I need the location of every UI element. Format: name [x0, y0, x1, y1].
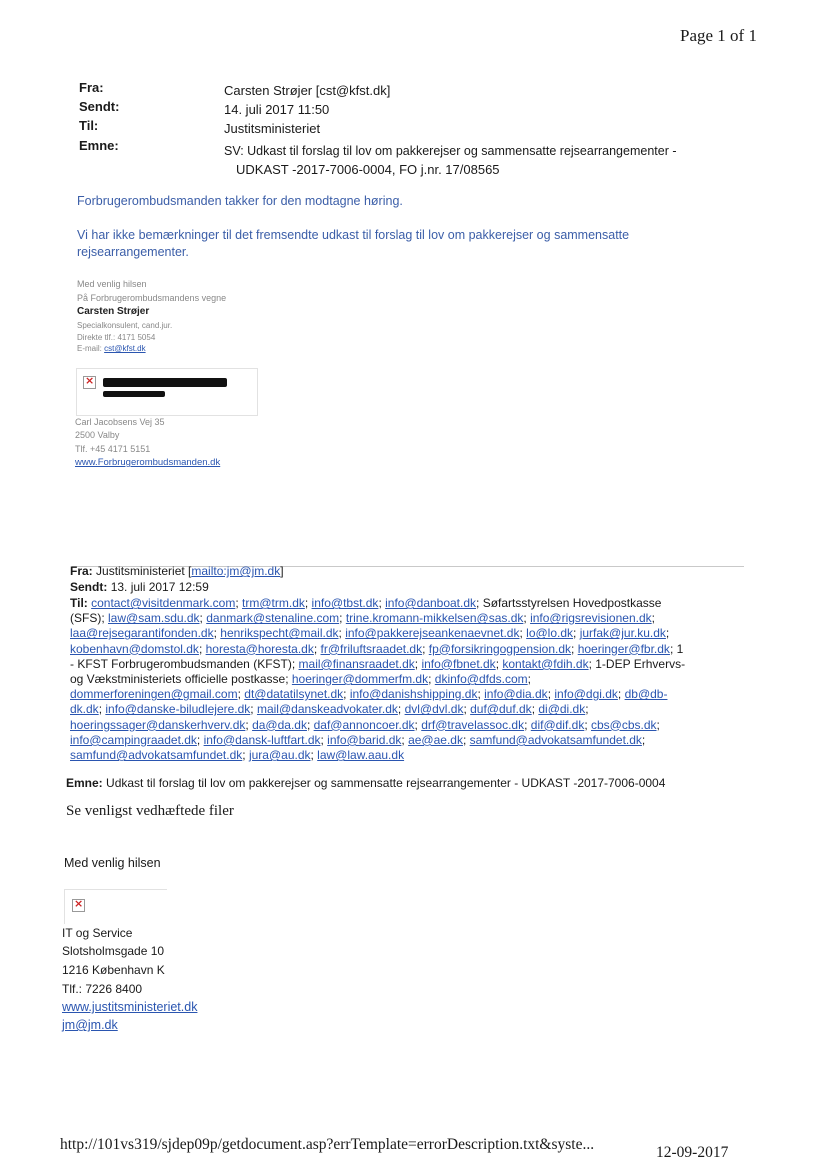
recipient-text: ;: [313, 641, 321, 656]
recipient-text: ;: [304, 596, 312, 610]
recipient-text: ;: [428, 672, 435, 687]
recipient-email-link[interactable]: info@pakkerejseankenaevnet.dk: [345, 626, 520, 641]
sig-address-city: 2500 Valby: [75, 430, 120, 440]
recipient-line: [70, 718, 750, 733]
fwd-greeting: Med venlig hilsen: [64, 856, 161, 870]
recipient-text: ;: [237, 687, 245, 702]
fwd-from-label: Fra:: [70, 564, 93, 578]
redaction-bar: [103, 391, 165, 397]
to-label: Til:: [79, 118, 99, 133]
recipient-email-link[interactable]: info@danishshipping.dk: [349, 687, 478, 702]
recipient-text: ;: [524, 717, 531, 732]
recipient-email-link[interactable]: jura@au.dk: [248, 748, 311, 763]
recipient-email-link[interactable]: samfund@advokatsamfundet.dk: [70, 748, 243, 763]
recipient-email-link[interactable]: db@db-: [624, 687, 668, 702]
body-paragraph-2-line1: Vi har ikke bemærkninger til det fremsendte udkast til forslag til lov om pakkerejser og sammensatte: [77, 228, 630, 242]
recipient-text: ;: [378, 596, 386, 610]
recipient-email-link[interactable]: danmark@stenaline.com: [206, 611, 340, 626]
from-value: Carsten Strøjer [cst@kfst.dk]: [224, 83, 391, 98]
recipient-text: ;: [573, 626, 580, 641]
sig-title: Specialkonsulent, cand.jur.: [77, 321, 173, 330]
sig-email-label: E-mail:: [77, 344, 105, 353]
recipient-text: ;: [245, 717, 253, 732]
recipient-text: ;: [320, 732, 328, 747]
recipient-email-link[interactable]: samfund@advokatsamfundet.dk: [469, 732, 642, 747]
fwd-subject-label: Emne:: [66, 776, 103, 790]
recipient-line: [70, 657, 750, 672]
recipient-email-link[interactable]: dk.dk: [70, 702, 99, 717]
recipient-text: ;: [585, 702, 589, 717]
recipient-email-link[interactable]: di@di.dk: [538, 702, 586, 717]
footer-date: 12-09-2017: [656, 1144, 729, 1161]
recipient-text: ;: [235, 596, 243, 610]
fwd-from-line: [70, 564, 284, 579]
fwd-sig-phone: Tlf.: 7226 8400: [62, 982, 143, 996]
fwd-recipients: [70, 596, 750, 763]
recipient-text: ;: [213, 626, 221, 641]
recipient-text: ; Søfartsstyrelsen Hovedpostkasse: [476, 596, 662, 610]
recipient-email-link[interactable]: info@tbst.dk: [311, 596, 379, 610]
to-value: Justitsministeriet: [224, 121, 321, 136]
fwd-from-end: ]: [280, 564, 284, 578]
recipient-email-link[interactable]: trm@trm.dk: [242, 596, 305, 610]
recipient-line: [70, 702, 750, 717]
recipient-text: ;: [198, 641, 206, 656]
fwd-subject-value: Udkast til forslag til lov om pakkerejser og sammensatte rejsearrangementer - UDKAST -2017-7006-0004: [106, 776, 666, 790]
subject-label: Emne:: [79, 138, 119, 153]
recipient-email-link[interactable]: info@dgi.dk: [554, 687, 618, 702]
recipient-email-link[interactable]: kobenhavn@domstol.dk: [70, 641, 199, 656]
recipient-email-link[interactable]: laa@rejsegarantifonden.dk: [70, 626, 214, 641]
recipient-text: ;: [397, 702, 405, 717]
recipient-email-link[interactable]: hoeringssager@danskerhverv.dk: [70, 717, 246, 732]
recipient-text: ; 1-DEP Erhvervs-: [588, 656, 686, 671]
body-paragraph-1: Forbrugerombudsmanden takker for den modtagne høring.: [77, 194, 403, 208]
fwd-subject-line: [66, 776, 665, 791]
recipient-text: ; 1: [669, 641, 684, 656]
recipient-email-link[interactable]: info@rigsrevisionen.dk: [530, 611, 652, 626]
recipient-text: ;: [196, 732, 204, 747]
recipient-line: [70, 687, 750, 702]
recipient-email-link[interactable]: hoeringer@dommerfm.dk: [291, 672, 429, 687]
recipient-text: ;: [414, 717, 422, 732]
fwd-sig-org: IT og Service: [62, 926, 133, 940]
recipient-text: ;: [462, 732, 470, 747]
recipient-email-link[interactable]: hoeringer@fbr.dk: [577, 641, 670, 656]
recipient-line: [70, 626, 750, 641]
recipient-text: ;: [422, 641, 429, 656]
recipient-email-link[interactable]: kontakt@fdih.dk: [502, 656, 589, 671]
recipient-email-link[interactable]: dkinfo@dfds.com: [434, 672, 528, 687]
recipient-email-link[interactable]: horesta@horesta.dk: [205, 641, 314, 656]
subject-value-line1: SV: Udkast til forslag til lov om pakkerejser og sammensatte rejsearrangementer -: [224, 144, 677, 158]
recipient-email-link[interactable]: dt@datatilsynet.dk: [244, 687, 344, 702]
recipient-text: og Vækstministeriets officielle postkasse;: [70, 672, 292, 687]
body-paragraph-2-line2: rejsearrangementer.: [77, 245, 189, 259]
recipient-text: ;: [651, 611, 655, 626]
sent-value: 14. juli 2017 11:50: [224, 102, 330, 117]
recipient-email-link[interactable]: daf@annoncoer.dk: [313, 717, 415, 732]
sig-greeting: Med venlig hilsen: [77, 279, 147, 289]
recipient-text: ;: [242, 748, 249, 763]
sig-email-line: [77, 344, 146, 353]
recipient-email-link[interactable]: mail@finansraadet.dk: [298, 656, 415, 671]
recipient-line: [70, 642, 750, 657]
recipient-text: ;: [199, 611, 207, 626]
recipient-email-link[interactable]: duf@duf.dk: [470, 702, 532, 717]
recipient-text: - KFST Forbrugerombudsmanden (KFST);: [70, 656, 299, 671]
fwd-sig-website-link[interactable]: www.justitsministeriet.dk: [62, 1000, 198, 1014]
sent-label: Sendt:: [79, 99, 120, 114]
recipient-email-link[interactable]: lo@lo.dk: [526, 626, 574, 641]
recipient-email-link[interactable]: law@law.aau.dk: [317, 748, 405, 763]
sig-email-link[interactable]: cst@kfst.dk: [104, 344, 146, 353]
fwd-sent-line: [70, 580, 209, 595]
recipient-text: ;: [339, 611, 346, 626]
recipient-text: ;: [495, 656, 503, 671]
redaction-bar: [103, 378, 227, 387]
recipient-email-link[interactable]: info@dia.dk: [484, 687, 548, 702]
recipient-email-link[interactable]: info@danboat.dk: [385, 596, 477, 610]
recipient-email-link[interactable]: mail@danskeadvokater.dk: [256, 702, 398, 717]
recipient-text: (SFS);: [70, 611, 108, 626]
fwd-from-value: Justitsministeriet [: [96, 564, 192, 578]
recipient-email-link[interactable]: da@da.dk: [252, 717, 307, 732]
from-label: Fra:: [79, 80, 104, 95]
recipient-text: ;: [401, 732, 409, 747]
recipient-email-link[interactable]: law@sam.sdu.dk: [108, 611, 200, 626]
recipient-text: ;: [463, 702, 471, 717]
recipient-text: ;: [338, 626, 346, 641]
page-number: Page 1 of 1: [680, 26, 757, 45]
recipient-text: ;: [250, 702, 257, 717]
recipient-text: ;: [584, 717, 591, 732]
recipient-line: [70, 596, 750, 611]
recipient-text: ;: [343, 687, 350, 702]
footer-url: http://101vs319/sjdep09p/getdocument.asp?errTemplate=errorDescription.txt&syste...: [60, 1136, 595, 1153]
subject-value-line2: UDKAST -2017-7006-0004, FO j.nr. 17/08565: [236, 162, 500, 177]
sig-address-street: Carl Jacobsens Vej 35: [75, 417, 165, 427]
broken-image-icon: [83, 376, 96, 389]
recipient-text: ;: [477, 687, 485, 702]
recipient-text: ;: [656, 717, 660, 732]
recipient-email-link[interactable]: jurfak@jur.ku.dk: [579, 626, 666, 641]
recipient-line: [70, 733, 750, 748]
fwd-to-label: Til:: [70, 596, 92, 610]
sig-address-phone: Tlf. +45 4171 5151: [75, 444, 151, 454]
recipient-text: ;: [306, 717, 314, 732]
recipient-email-link[interactable]: dommerforeningen@gmail.com: [70, 687, 238, 702]
recipient-email-link[interactable]: trine.kromann-mikkelsen@sas.dk: [345, 611, 524, 626]
recipient-email-link[interactable]: ae@ae.dk: [408, 732, 463, 747]
logo-image-frame: [76, 368, 258, 416]
recipient-email-link[interactable]: fp@forsikringogpension.dk: [428, 641, 572, 656]
recipient-line: [70, 672, 750, 687]
recipient-text: ;: [98, 702, 106, 717]
fwd-sig-email-link[interactable]: jm@jm.dk: [62, 1018, 118, 1032]
fwd-logo-frame: [64, 889, 167, 924]
fwd-sent-label: Sendt:: [70, 580, 108, 594]
recipient-email-link[interactable]: info@dansk-luftfart.dk: [203, 732, 321, 747]
recipient-text: ;: [519, 626, 527, 641]
recipient-text: ;: [414, 656, 422, 671]
fwd-sig-street: Slotsholmsgade 10: [62, 944, 165, 958]
recipient-text: ;: [527, 672, 532, 687]
fwd-sig-city: 1216 København K: [62, 963, 165, 977]
recipient-email-link[interactable]: fr@friluftsraadet.dk: [320, 641, 423, 656]
recipient-email-link[interactable]: info@fbnet.dk: [421, 656, 496, 671]
fwd-body: Se venligst vedhæftede filer: [66, 803, 234, 819]
fwd-from-mailto[interactable]: mailto:jm@jm.dk: [191, 564, 281, 578]
sig-website-link[interactable]: www.Forbrugerombudsmanden.dk: [75, 457, 221, 468]
recipient-text: ;: [571, 641, 578, 656]
recipient-text: ;: [641, 732, 646, 747]
recipient-text: ;: [523, 611, 531, 626]
recipient-text: ;: [617, 687, 625, 702]
recipient-text: ;: [531, 702, 539, 717]
recipient-email-link[interactable]: info@campingraadet.dk: [70, 732, 197, 747]
recipient-email-link[interactable]: info@danske-biludlejere.dk: [105, 702, 251, 717]
sig-name: Carsten Strøjer: [77, 306, 150, 317]
sig-on-behalf: På Forbrugerombudsmandens vegne: [77, 293, 227, 303]
recipient-email-link[interactable]: dif@dif.dk: [530, 717, 585, 732]
sig-phone: Direkte tlf.: 4171 5054: [77, 333, 156, 342]
recipient-line: [70, 748, 750, 763]
recipient-text: ;: [665, 626, 670, 641]
broken-image-icon: [72, 899, 85, 912]
recipient-line: [70, 611, 750, 626]
recipient-email-link[interactable]: info@barid.dk: [327, 732, 402, 747]
recipient-email-link[interactable]: drf@travelassoc.dk: [421, 717, 525, 732]
recipient-text: ;: [310, 748, 318, 763]
recipient-text: ;: [547, 687, 555, 702]
recipient-email-link[interactable]: henrikspecht@mail.dk: [220, 626, 339, 641]
fwd-sent-value: 13. juli 2017 12:59: [110, 580, 209, 594]
recipient-email-link[interactable]: dvl@dvl.dk: [404, 702, 464, 717]
recipient-email-link[interactable]: cbs@cbs.dk: [591, 717, 657, 732]
recipient-email-link[interactable]: contact@visitdenmark.com: [91, 596, 236, 610]
